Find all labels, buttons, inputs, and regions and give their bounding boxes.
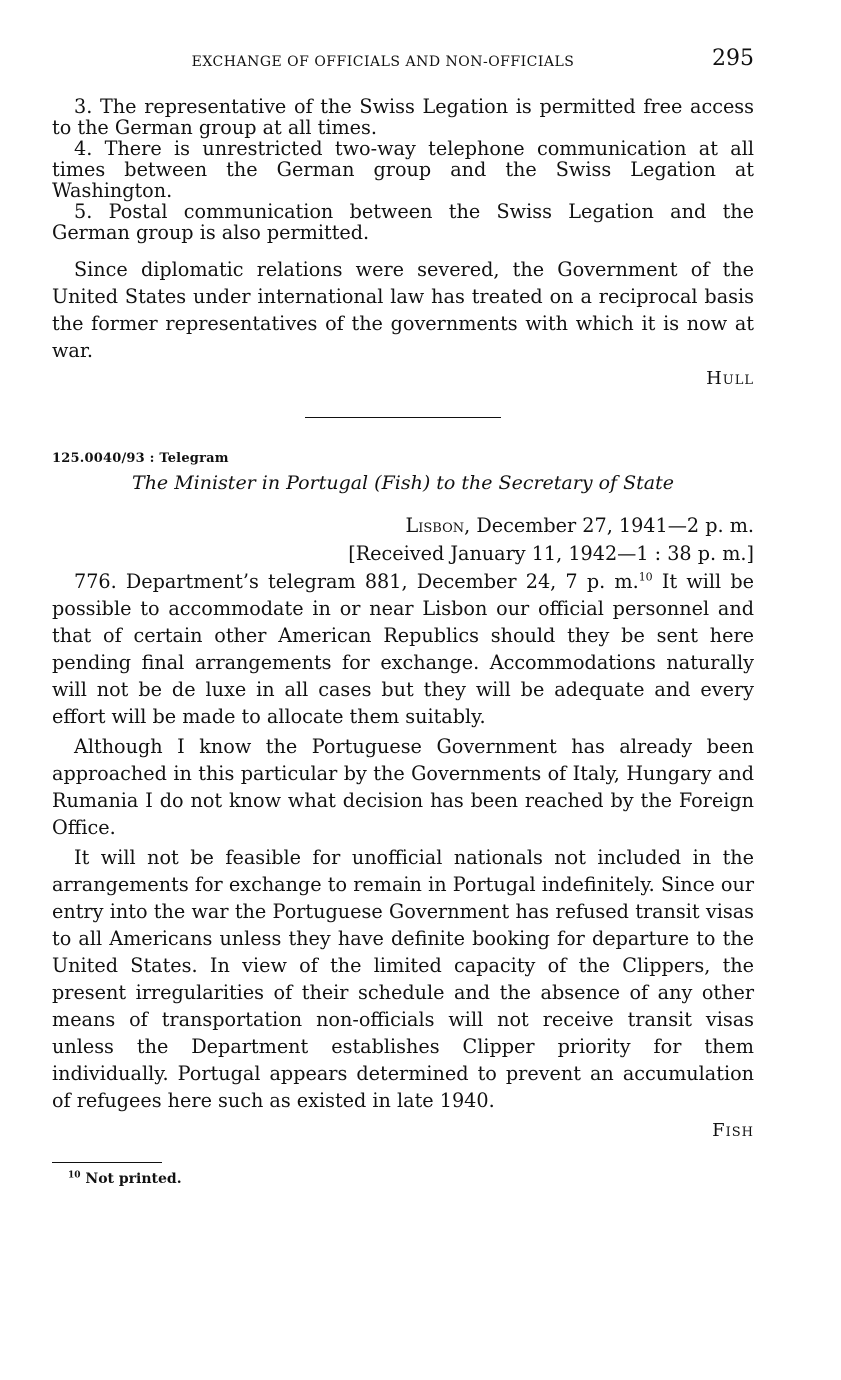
numbered-item-4: 4. There is unrestricted two-way telephone communication at all times between the German group and the Swiss Legation at Washington. [52, 137, 754, 202]
running-title: EXCHANGE OF OFFICIALS AND NON-OFFICIALS [191, 54, 575, 70]
numbered-item-3: 3. The representative of the Swiss Legation is permitted free access to the German group at all times. [52, 95, 754, 139]
page [52, 44, 754, 1187]
file-number: 125.0040/93 : Telegram [52, 451, 229, 466]
dateline [52, 512, 754, 540]
signature-fish: Fish [712, 1120, 754, 1141]
document-title: The Minister in Portugal (Fish) to the Secretary of State [132, 472, 674, 494]
place: Lisbon [405, 514, 465, 537]
telegram-paragraph-3: It will not be feasible for unofficial nationals not included in the arrangements for exchange to remain in Portugal indefinitely. Since our entry into the war the Portuguese Government has refused transit visas to all Americans unless they have definite booking for departure to the United States. In view of the limited capacity of the Clippers, the present irregularities of their schedule and the absence of any other means of transportation non-officials will not receive transit visas unless the Department establishes Clipper priority for them individually. Portugal appears determined to prevent an accumulation of refugees here such as existed in late 1940. [52, 846, 754, 1112]
numbered-item-5: 5. Postal communication between the Swiss Legation and the German group is also permitted. [52, 200, 754, 244]
telegram-paragraph-1 [52, 568, 754, 730]
signature-hull: Hull [706, 368, 754, 389]
footnote-reference: 10 [638, 570, 653, 584]
page-header [52, 44, 754, 78]
received-line: [Received January 11, 1942—1 : 38 p. m.] [348, 542, 754, 565]
telegram-paragraph-1-rest: It will be possible to accommodate in or near Lisbon our official personnel and that of certain other American Republics should they be sent here pending final arrangements for exchange. Accommodations naturally will not be de luxe in all cases but they will be adequate and every effort will be made to allocate them suitably. [52, 570, 754, 728]
date-time: , December 27, 1941—2 p. m. [464, 514, 754, 537]
closing-paragraph: Since diplomatic relations were severed, the Government of the United States under international law has treated on a reciprocal basis the former representatives of the governments with which it is now at war. [52, 258, 754, 362]
footnote-text: Not printed. [85, 1171, 182, 1187]
page-number: 295 [712, 46, 754, 71]
telegram-paragraph-1-start: 776. Department’s telegram 881, December 24, 7 p. m. [74, 570, 639, 593]
telegram-paragraph-2: Although I know the Portuguese Government has already been approached in this particular by the Governments of Italy, Hungary and Rumania I do not know what decision has been reached by the Foreign Office. [52, 735, 754, 839]
footnote-marker: 10 [68, 1170, 81, 1181]
footnote [68, 1171, 754, 1187]
